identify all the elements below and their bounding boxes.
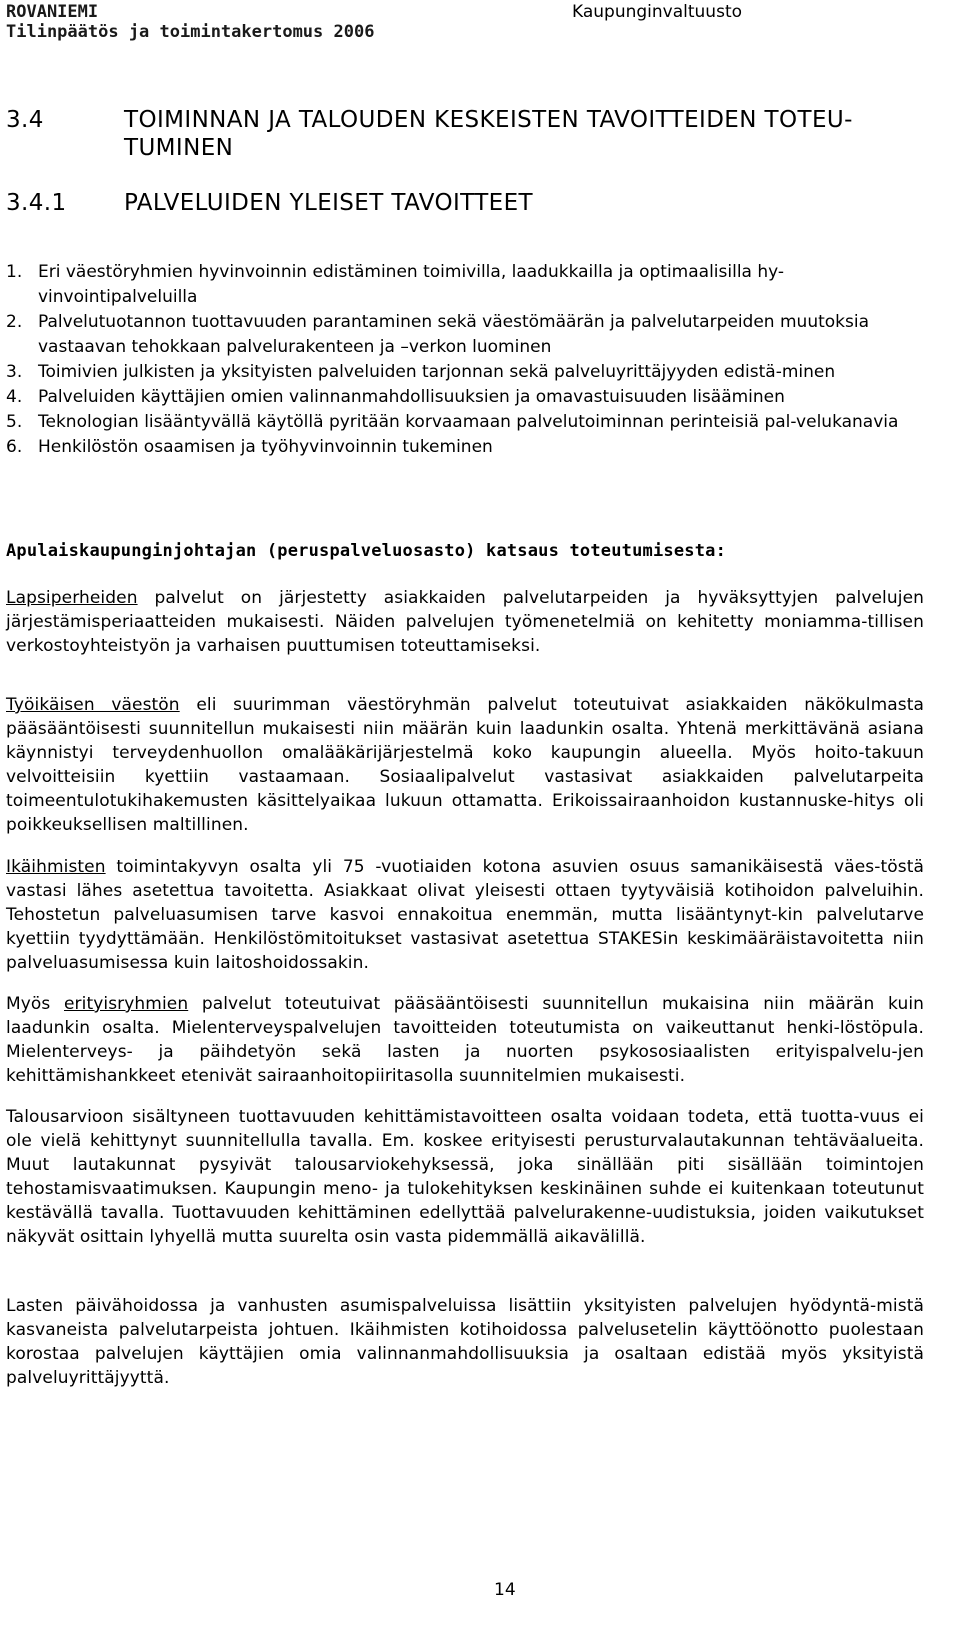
list-item xyxy=(6,410,926,435)
page-number: 14 xyxy=(494,1580,516,1600)
list-item-number: 1. xyxy=(6,262,23,282)
paragraph-text: palvelut on järjestetty asiakkaiden palvelutarpeiden ja hyväksyttyjen palvelujen järjestämisperiaatteiden mukaisesti. Näiden palvelujen työmenetelmiä on kehitetty moniamma-tillisen verkostoyhteistyön ja varhaisen puuttumisen toteuttamiseksi. xyxy=(6,588,924,656)
list-item-number: 4. xyxy=(6,387,23,407)
paragraph-text: Lasten päivähoidossa ja vanhusten asumispalveluissa lisättiin yksityisten palvelujen hyödyntä-mistä kasvaneista palvelutarpeista johtuen. Ikäihmisten kotihoidossa palvelusetelin käyttöönotto puolestaan korostaa palvelujen käyttäjien omia valinnanmahdollisuuksia ja osaltaan edistää myös yksityistä palveluyrittäjyyttä. xyxy=(6,1296,924,1388)
paragraph-text: palvelut toteutuivat pääsääntöisesti suunnitellun mukaisina niin määrän kuin laadunkin osalta. Mielenterveyspalvelujen tavoitteiden toteutumista on vaikeuttanut henki-löstöpula. Mielenterveys- ja päihdetyön sekä lasten ja nuorten psykososiaalisten erityispalvelu-jen kehittämishankkeet etenivät sairaanhoitopiiritasolla suunnitelmien mukaisesti. xyxy=(6,994,925,1086)
list-item xyxy=(6,360,926,385)
list-item-number: 5. xyxy=(6,412,23,432)
paragraph-lead-term: Ikäihmisten xyxy=(6,857,106,877)
header-organization: ROVANIEMI xyxy=(6,2,99,22)
paragraph-lead-term: Lapsiperheiden xyxy=(6,588,138,608)
list-item-text: Henkilöstön osaamisen ja työhyvinvoinnin tukeminen xyxy=(38,437,493,457)
header-left xyxy=(6,2,374,42)
list-item-text: Palveluiden käyttäjien omien valinnanmahdollisuuksien ja omavastuisuuden lisääminen xyxy=(38,387,785,407)
list-item-number: 2. xyxy=(6,312,23,332)
paragraph-text: Talousarvioon sisältyneen tuottavuuden kehittämistavoitteen osalta voidaan todeta, että tuotta-vuus ei ole vielä kehittynyt suunnitellulla tavalla. Em. koskee erityisesti perusturvalautakunnan tehtäväalueita. Muut lautakunnat pysyivät talousarviokehyksessä, joka sinällään piti sisällään toimintojen tehostamisvaatimuksen. Kaupungin meno- ja tulokehityksen keskinäinen suhde ei kuitenkaan toteutunut kestävällä tavalla. Tuottavuuden kehittäminen edellyttää palvelurakenne-uudistuksia, joiden vaikutukset näkyvät osittain lyhyellä mutta suurelta osin vasta pidemmällä aikavälillä. xyxy=(6,1107,924,1247)
section-title-line2: TUMINEN xyxy=(124,135,234,161)
list-item-number: 3. xyxy=(6,362,23,382)
header-right: Kaupunginvaltuusto xyxy=(572,2,743,22)
page-header xyxy=(0,0,960,44)
subsection-number: 3.4.1 xyxy=(6,190,67,216)
paragraph-lead-term: Työikäisen väestön xyxy=(6,695,180,715)
goals-list xyxy=(6,260,926,460)
review-heading: Apulaiskaupunginjohtajan (peruspalveluosasto) katsaus toteutumisesta: xyxy=(6,541,727,561)
paragraph-elderly xyxy=(6,855,924,975)
section-heading xyxy=(6,106,926,162)
paragraph-prefix: Myös xyxy=(6,994,64,1014)
list-item-text: Eri väestöryhmien hyvinvoinnin edistäminen toimivilla, laadukkailla ja optimaalisilla hy-vinvointipalveluilla xyxy=(38,262,785,307)
subsection-heading xyxy=(6,189,533,217)
list-item-number: 6. xyxy=(6,437,23,457)
list-item xyxy=(6,435,926,460)
paragraph-private-services xyxy=(6,1294,924,1390)
paragraph-productivity xyxy=(6,1105,924,1249)
paragraph-lead-term: erityisryhmien xyxy=(64,994,189,1014)
paragraph-working-age xyxy=(6,693,924,837)
subsection-title: PALVELUIDEN YLEISET TAVOITTEET xyxy=(124,190,533,216)
list-item-text: Teknologian lisääntyvällä käytöllä pyritään korvaamaan palvelutoiminnan perinteisiä pal-velukanavia xyxy=(38,412,899,432)
header-document-title: Tilinpäätös ja toimintakertomus 2006 xyxy=(6,22,375,42)
list-item-text: Toimivien julkisten ja yksityisten palveluiden tarjonnan sekä palveluyrittäjyyden edistä-minen xyxy=(38,362,836,382)
section-number: 3.4 xyxy=(6,107,44,133)
paragraph-special-groups xyxy=(6,992,924,1088)
section-title-line1: TOIMINNAN JA TALOUDEN KESKEISTEN TAVOITTEIDEN TOTEU- xyxy=(124,107,853,133)
list-item xyxy=(6,385,926,410)
list-item xyxy=(6,310,926,360)
paragraph-text: toimintakyvyn osalta yli 75 -vuotiaiden kotona asuvien osuus samanikäisestä väes-töstä vastasi lähes asetettua tavoitetta. Asiakkaat olivat yleisesti ottaen tyytyväisiä kotihoidon palveluihin. Tehostetun palveluasumisen tarve kasvoi ennakoitua enemmän, mutta lisääntynyt-kin palvelutarve kyettiin tyydyttämään. Henkilöstömitoitukset vastasivat asetettua STAKESin keskimääräistavoitetta niin palveluasumisessa kuin laitoshoidossakin. xyxy=(6,857,924,973)
paragraph-text: eli suurimman väestöryhmän palvelut toteutuivat asiakkaiden näkökulmasta pääsääntöisesti suunnitellun mukaisesti niin määrän kuin laadunkin osalta. Yhtenä merkittävänä asiana käynnistyi terveydenhuollon omalääkärijärjestelmä koko kaupungin alueella. Myös hoito-takuun velvoitteisiin kyettiin vastaamaan. Sosiaalipalvelut vastasivat asiakkaiden palvelutarpeita toimeentulotukihakemusten käsittelyaikaa lukuun ottamatta. Erikoissairaanhoidon kustannuske-hitys oli poikkeuksellisen maltillinen. xyxy=(6,695,924,835)
list-item xyxy=(6,260,926,310)
paragraph-families xyxy=(6,586,924,658)
list-item-text: Palvelutuotannon tuottavuuden parantaminen sekä väestömäärän ja palvelutarpeiden muutoksia vastaavan tehokkaan palvelurakenteen ja –verkon luominen xyxy=(38,312,869,357)
